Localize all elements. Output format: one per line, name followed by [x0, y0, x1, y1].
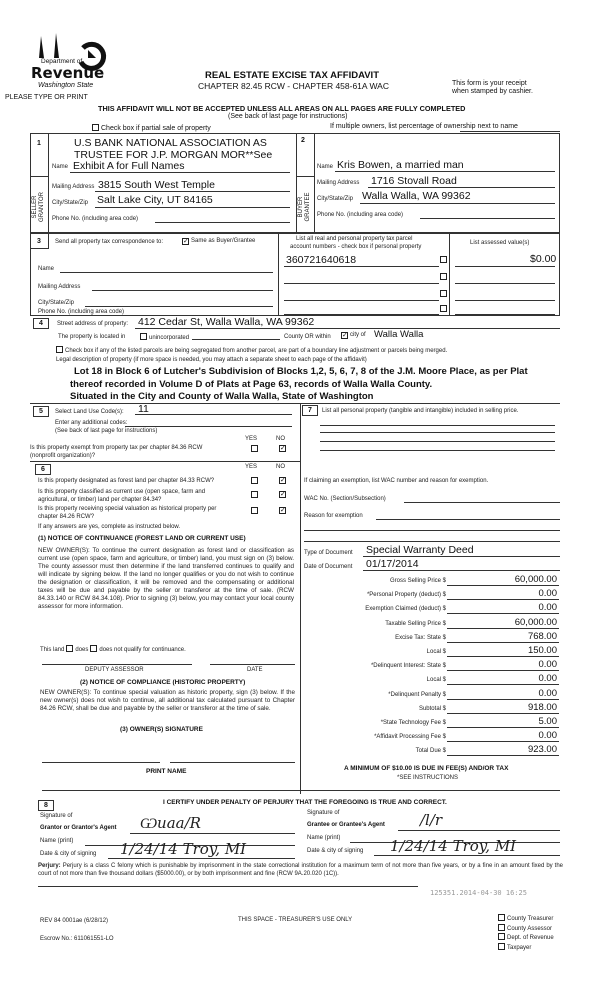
correspondence-address-label: Mailing Address — [38, 284, 81, 290]
forest-no-checkbox[interactable]: ✓ — [280, 477, 286, 484]
correspondence-phone-label: Phone No. (including area code) — [38, 309, 125, 315]
form-chapter: CHAPTER 82.45 RCW - CHAPTER 458-61A WAC — [198, 81, 389, 91]
parcel-number[interactable]: 360721640618 — [286, 254, 357, 266]
dor-logo — [8, 28, 108, 98]
grantee-name-label: Name (print) — [307, 835, 341, 841]
tax-row-line — [447, 684, 559, 685]
seller-address-label: Mailing Address — [52, 184, 95, 190]
buyer-name[interactable]: Kris Bowen, a married man — [337, 159, 464, 171]
completion-notice: THIS AFFIDAVIT WILL NOT BE ACCEPTED UNLESS ALL AREAS ON ALL PAGES ARE FULLY COMPLETED — [98, 104, 466, 113]
does-not-qualify-checkbox[interactable] — [90, 645, 97, 652]
historic-yes-checkbox[interactable] — [251, 507, 258, 514]
exempt-question: Is this property exempt from property tax per chapter 84.36 RCW — [30, 445, 203, 451]
no-header: NO — [276, 436, 285, 442]
doc-type-label: Type of Document — [304, 550, 353, 556]
current-use-question: Is this property classified as current use (open space, farm and — [38, 489, 206, 495]
copy-dept-revenue[interactable]: Dept. of Revenue — [496, 933, 554, 943]
partial-sale-checkbox[interactable]: Check box if partial sale of property — [90, 124, 211, 132]
copy-distribution — [496, 914, 554, 952]
seller-phone-label: Phone No. (including area code) — [52, 216, 139, 222]
notice-continuance-text: NEW OWNER(S): To continue the current designation as forest land or classification as current use (open space, farm and agriculture, or timber) land, you must sign on (3) below. The county assessor must then determine if the land transferred continues to qualify and will indicate by signing below. If the land no longer qualifies or you do not wish to continue the designation or classification, it will be removed and the compensating or additional taxes will be due and payable by the seller or transferor at the time of sale. (RCW 84.33.140 or RCW 84.34.108). Prior to signing (3) below, you may contact your local county assessor for more information. — [38, 547, 294, 610]
seller-phone-field[interactable] — [155, 222, 290, 223]
exempt-question-2: (nonprofit organization)? — [30, 453, 96, 459]
exempt-yes-checkbox[interactable] — [251, 445, 258, 452]
buyer-address[interactable]: 1716 Stovall Road — [371, 175, 457, 187]
copy-county-treasurer[interactable]: County Treasurer — [496, 914, 554, 924]
tax-row-value[interactable]: 60,000.00 — [514, 574, 557, 585]
legal-description-label: Legal description of property (if more space is needed, you may attach a separate sheet to each page of the affidavit) — [56, 357, 367, 363]
county-or-label: County OR within — [284, 334, 331, 340]
reason-field[interactable] — [376, 519, 560, 520]
buyer-city-label: City/State/Zip — [317, 196, 354, 202]
tax-row-label: Excise Tax: State $ — [395, 634, 446, 641]
notice-continuance-title: (1) NOTICE OF CONTINUANCE (FOREST LAND OR CURRENT USE) — [38, 535, 246, 542]
doc-date[interactable]: 01/17/2014 — [366, 558, 419, 570]
land-use-code[interactable]: 11 — [138, 403, 149, 415]
receipt-note-1: This form is your receipt — [452, 80, 527, 87]
personal-property-checkbox-3[interactable] — [440, 290, 447, 297]
deputy-assessor-label: DEPUTY ASSESSOR — [85, 667, 144, 673]
section-6-number: 6 — [35, 464, 51, 475]
wac-field[interactable] — [404, 502, 560, 503]
tax-row-value[interactable]: 0.00 — [538, 730, 557, 742]
form-revision: REV 84 0001ae (6/28/12) — [40, 918, 109, 924]
personal-property-checkbox-4[interactable] — [440, 305, 447, 312]
tax-row-label: *Personal Property (deduct) $ — [366, 592, 446, 599]
if-yes-note: If any answers are yes, complete as instructed below. — [38, 524, 181, 530]
assessed-header: List assessed value(s) — [470, 240, 530, 246]
treasurer-use-label: THIS SPACE - TREASURER'S USE ONLY — [238, 917, 353, 923]
legal-description-1[interactable]: Lot 18 in Block 6 of Lutcher's Subdivision of Blocks 1,2, 5, 6, 7, 8 of the J.M. Moore Place, as per Plat — [74, 366, 528, 377]
buyer-address-label: Mailing Address — [317, 180, 360, 186]
grantee-signature-of: Signature of — [307, 810, 340, 816]
tax-row-line — [447, 585, 559, 586]
tax-row-line — [447, 613, 559, 614]
forest-yes-checkbox[interactable] — [251, 477, 258, 484]
additional-codes-field[interactable] — [125, 426, 292, 427]
tax-row-line — [447, 628, 559, 629]
form-title: REAL ESTATE EXCISE TAX AFFIDAVIT — [205, 70, 380, 81]
send-correspondence-label: Send all property tax correspondence to: — [55, 239, 164, 245]
codes-see-back: (See back of last page for instructions) — [55, 428, 158, 434]
section-2-number: 2 — [301, 137, 305, 144]
tax-row-label: Local $ — [426, 677, 446, 684]
copy-taxpayer[interactable]: Taxpayer — [496, 943, 554, 953]
grantor-date-label: Date & city of signing — [40, 851, 97, 857]
tax-row-value[interactable]: 60,000.00 — [514, 616, 557, 628]
buyer-name-label: Name — [317, 164, 334, 170]
minimum-due-note: A MINIMUM OF $10.00 IS DUE IN FEE(S) AND/OR TAX — [344, 765, 509, 772]
copy-county-assessor[interactable]: County Assessor — [496, 924, 554, 934]
notice-compliance-text: NEW OWNER(S): To continue special valuation as historic property, sign (3) below. If the new owner(s) does not wish to continue, all additional tax calculated pursuant to Chapter 84.26 RCW, shall be due and payable by the seller or transferor at the time of sale. — [40, 689, 295, 712]
tax-row-label: Taxable Selling Price $ — [385, 620, 446, 627]
tax-row-line — [447, 656, 559, 657]
logo-revenue: Revenue — [31, 64, 105, 82]
owner-signature-title: (3) OWNER(S) SIGNATURE — [120, 726, 203, 733]
tax-row-value[interactable]: 0.00 — [538, 602, 557, 614]
grantee-date-label: Date & city of signing — [307, 848, 364, 854]
street-address[interactable]: 412 Cedar St, Walla Walla, WA 99362 — [138, 316, 315, 328]
tax-row-value[interactable]: 0.00 — [538, 588, 557, 600]
multiple-owners-note: If multiple owners, list percentage of ownership next to name — [330, 123, 518, 130]
see-back-note: (See back of last page for instructions) — [228, 113, 348, 120]
owner-signature-line[interactable] — [42, 762, 160, 763]
tax-row-value[interactable]: 5.00 — [538, 716, 557, 727]
please-type: PLEASE TYPE OR PRINT — [5, 94, 88, 101]
see-instructions: *SEE INSTRUCTIONS — [397, 775, 459, 781]
grantor-signature: Ѡuaa/R — [140, 814, 201, 832]
no-header-6: NO — [276, 464, 285, 470]
wac-label: WAC No. (Section/Subsection) — [304, 496, 386, 502]
grantor-agent-label: Grantor or Grantor's Agent — [40, 825, 117, 831]
doc-date-label: Date of Document — [304, 564, 353, 570]
escrow-number: Escrow No.: 611061551-LO — [40, 936, 114, 942]
section-7-number: 7 — [302, 405, 318, 416]
personal-property-checkbox-1[interactable] — [440, 256, 447, 263]
parcel-header-1: List all real and personal property tax parcel — [296, 236, 413, 242]
located-label: The property is located in — [58, 334, 126, 340]
yes-header-6: YES — [245, 464, 258, 470]
tax-row-line — [447, 699, 559, 700]
land-use-label: Select Land Use Code(s): — [55, 409, 124, 415]
street-address-label: Street address of property: — [57, 321, 129, 327]
personal-property-line[interactable] — [320, 425, 555, 426]
seller-grantor-label: SELLER GRANTOR — [32, 192, 45, 222]
buyer-city[interactable]: Walla Walla, WA 99362 — [362, 190, 471, 202]
yes-header: YES — [245, 436, 258, 442]
buyer-phone-label: Phone No. (including area code) — [317, 212, 404, 218]
tax-row-line — [447, 642, 559, 643]
notice-compliance-title: (2) NOTICE OF COMPLIANCE (HISTORIC PROPERTY) — [80, 679, 246, 686]
logo-state: Washington State — [38, 82, 94, 89]
tax-row-line — [447, 599, 559, 600]
grantee-signature: /l/r — [420, 811, 443, 829]
buyer-phone-field[interactable] — [420, 218, 555, 219]
parcel-header-2: account numbers - check box if personal property — [290, 244, 422, 250]
receipt-note-2: when stamped by cashier. — [452, 88, 533, 95]
tax-row-line — [447, 713, 559, 714]
grantor-name-label: Name (print) — [40, 838, 74, 844]
tax-row-label: Subtotal $ — [418, 705, 446, 712]
section-4-number: 4 — [33, 318, 49, 329]
tax-row-value[interactable]: 0.00 — [538, 687, 557, 699]
tax-row-value[interactable]: 923.00 — [527, 744, 557, 756]
tax-row-label: *Delinquent Interest: State $ — [370, 663, 446, 670]
reason-label: Reason for exemption — [304, 513, 363, 519]
tax-row-label: *Delinquent Penalty $ — [388, 691, 446, 698]
assessed-value[interactable]: $0.00 — [530, 253, 557, 265]
exempt-no-checkbox[interactable]: ✓ — [280, 445, 286, 452]
correspondence-name-label: Name — [38, 266, 55, 272]
property-city[interactable]: Walla Walla — [374, 329, 424, 340]
exemption-note: If claiming an exemption, list WAC number and reason for exemption. — [304, 478, 489, 484]
grantor-signature-line[interactable] — [130, 833, 295, 834]
recording-stamp: 125351.2014-04-30 16:25 — [430, 889, 527, 897]
forest-question: Is this property designated as forest land per chapter 84.33 RCW? — [38, 478, 215, 484]
personal-property-checkbox-2[interactable] — [440, 273, 447, 280]
perjury-note: Perjury: Perjury is a class C felony which is punishable by imprisonment in the state correctional institution for a maximum term of not more than five years, or by a fine in an amount fixed by the court of not more than five thousand dollars ($5000.00), or by both imprisonment and fine (RCW 9A.20.020 (1C)). — [38, 863, 564, 877]
tax-row-label: *State Technology Fee $ — [380, 720, 446, 726]
does-qualify-checkbox[interactable] — [66, 645, 73, 652]
grantee-agent-label: Grantee or Grantee's Agent — [307, 822, 385, 828]
logo-dept: Department of — [41, 58, 83, 65]
buyer-grantee-label: BUYER GRANTEE — [298, 192, 311, 222]
seller-city[interactable]: Salt Lake City, UT 84165 — [97, 194, 213, 206]
segregated-checkbox[interactable]: Check box if any of the listed parcels are being segregated from another parcel, are part of a boundary line adjustment or parcels being merged. — [54, 346, 447, 354]
seller-city-label: City/State/Zip — [52, 200, 89, 206]
seller-name-line-1[interactable]: U.S BANK NATIONAL ASSOCIATION AS — [74, 137, 267, 149]
historic-question: Is this property receiving special valuation as historical property per — [38, 506, 217, 512]
tax-row-line — [447, 741, 559, 742]
seller-name-line-2[interactable]: TRUSTEE FOR J.P. MORGAN MOR**See — [74, 149, 273, 161]
tax-row-value[interactable]: 0.00 — [538, 659, 557, 671]
grantor-signature-of: Signature of — [40, 813, 73, 819]
additional-codes-label: Enter any additional codes: — [55, 420, 128, 426]
current-use-question-2: agricultural, or timber) land per chapter 84.34? — [38, 497, 162, 503]
current-use-no-checkbox[interactable]: ✓ — [280, 491, 286, 498]
historic-question-2: chapter 84.26 RCW? — [38, 514, 95, 520]
grantor-date-city[interactable]: 1/24/14 Troy, MI — [120, 840, 247, 858]
tax-row-label: Exemption Claimed (deduct) $ — [365, 606, 446, 613]
section-3-number: 3 — [37, 238, 41, 245]
tax-row-value[interactable]: 768.00 — [527, 630, 557, 642]
assessor-date-label: DATE — [247, 667, 263, 673]
historic-no-checkbox[interactable]: ✓ — [280, 507, 286, 514]
section-5-number: 5 — [33, 406, 49, 417]
tax-row-label: *Affidavit Processing Fee $ — [374, 734, 446, 741]
section-1-number: 1 — [37, 140, 41, 147]
unincorporated-checkbox[interactable]: unincorporated — [138, 333, 189, 341]
tax-row-label: Gross Selling Price $ — [389, 578, 446, 584]
tax-row-line — [447, 670, 559, 671]
tax-row-value[interactable]: 150.00 — [527, 645, 557, 656]
seller-address[interactable]: 3815 South West Temple — [98, 179, 215, 191]
print-name-label: PRINT NAME — [146, 768, 187, 775]
tax-row-value[interactable]: 0.00 — [538, 673, 557, 685]
seller-name-line-3[interactable]: Exhibit A for Full Names — [73, 160, 185, 172]
grantee-date-city[interactable]: 1/24/14 Troy, MI — [390, 837, 517, 855]
same-as-buyer-checkbox[interactable]: ✓ Same as Buyer/Grantee — [183, 238, 256, 245]
tax-row-label: Local $ — [426, 649, 446, 655]
section-8-number: 8 — [38, 800, 54, 811]
city-of-checkbox[interactable]: ✓ city of — [342, 332, 366, 339]
certify-statement: I CERTIFY UNDER PENALTY OF PERJURY THAT THE FOREGOING IS TRUE AND CORRECT. — [163, 799, 447, 806]
seller-name-label: Name — [52, 164, 69, 170]
tax-row-line — [447, 727, 559, 728]
grantee-signature-line[interactable] — [398, 830, 560, 831]
correspondence-city-label: City/State/Zip — [38, 300, 75, 306]
doc-type[interactable]: Special Warranty Deed — [366, 544, 474, 556]
legal-description-2[interactable]: thereof recorded in Volume D of Plats at Page 63, records of Walla Walla County. — [70, 379, 433, 390]
qualify-line: This land does does not qualify for continuance. — [40, 647, 186, 653]
legal-description-3[interactable]: Situated in the City and County of Walla Walla, State of Washington — [70, 391, 374, 402]
personal-property-label: List all personal property (tangible and intangible) included in selling price. — [322, 408, 519, 414]
tax-row-value[interactable]: 918.00 — [527, 701, 557, 713]
current-use-yes-checkbox[interactable] — [251, 491, 258, 498]
tax-row-label: Total Due $ — [415, 748, 446, 755]
tax-row-line — [447, 755, 559, 756]
